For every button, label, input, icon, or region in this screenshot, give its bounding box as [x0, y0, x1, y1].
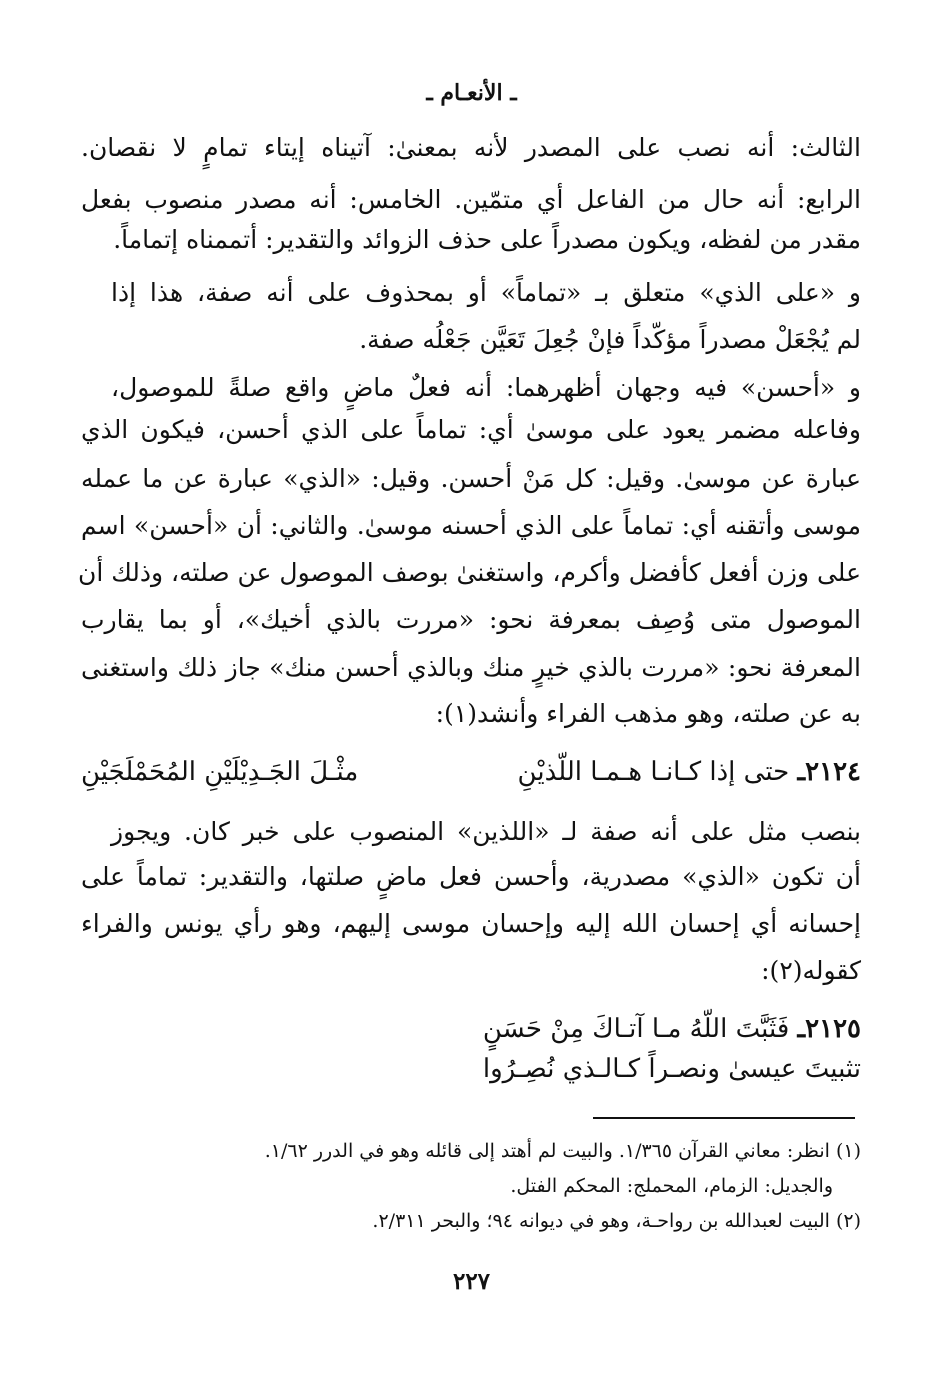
- text-line: موسى وأتقنه أي: تماماً على الذي أحسنه موسىٰ. والثاني: أن «أحسن» اسم: [81, 511, 861, 540]
- text-line: الموصول متى وُصِف بمعرفة نحو: «مررت بالذي أخيك»، أو بما يقارب: [81, 605, 861, 634]
- footnote-1-continued: والجديل: الزمام، المحملج: المحكم الفتل.: [510, 1175, 833, 1197]
- text-line: و «على الذي» متعلق بـ «تماماً» أو بمحذوف على أنه صفة، هذا إذا: [111, 278, 861, 307]
- text-line: إحسانه أي إحسان الله إليه وإحسان موسى إليهم، وهو رأي يونس والفراء: [81, 909, 861, 938]
- verse-number: ٢١٢٤ـ: [797, 757, 861, 787]
- text-line: الثالث: أنه نصب على المصدر لأنه بمعنىٰ: آتيناه إيتاء تمامٍ لا نقصان.: [81, 133, 861, 162]
- verse-first-half: [518, 755, 861, 789]
- text-line: و «أحسن» فيه وجهان أظهرهما: أنه فعلٌ ماضٍ واقع صلةً للموصول،: [111, 373, 861, 402]
- running-header: ـ الأنعـام ـ: [426, 80, 517, 106]
- footnote-1: (١) انظر: معاني القرآن ١/٣٦٥. والبيت لم أهتد إلى قائله وهو في الدرر ١/٦٢.: [264, 1140, 861, 1162]
- verse-second-half: مثْـلَ الجَـدِيْلَيْنِ المُحَمْلَجَيْنِ: [81, 757, 359, 787]
- verse-2125-first: [483, 1012, 861, 1046]
- text-line: أن تكون «الذي» مصدرية، وأحسن فعل ماضٍ صلتها، والتقدير: تماماً على: [81, 862, 861, 891]
- text-line: عبارة عن موسىٰ. وقيل: كل مَنْ أحسن. وقيل: «الذي» عبارة عن ما عمله: [81, 464, 861, 493]
- verse-2124: [81, 755, 861, 789]
- verse-2125-second: تثبيتَ عيسىٰ ونصـراً كـالـذي نُصِـرُوا: [482, 1054, 861, 1084]
- text-line: مقدر من لفظه، ويكون مصدراً على حذف الزوائد والتقدير: أتممناه إتماماً.: [113, 225, 861, 254]
- text-line: بنصب مثل على أنه صفة لـ «اللذين» المنصوب على خبر كان. ويجوز: [111, 817, 861, 846]
- text-line: الرابع: أنه حال من الفاعل أي متمّين. الخامس: أنه مصدر منصوب بفعل: [81, 185, 861, 214]
- text-line: لم يُجْعَلْ مصدراً مؤكّداً فإنْ جُعِلَ تَعَيَّن جَعْلُه صفة.: [359, 325, 861, 354]
- verse-hemistich: فَثَبَّتَ اللّهُ مـا آتـاكَ مِنْ حَسَنٍ: [482, 1014, 790, 1044]
- text-line: به عن صلته، وهو مذهب الفراء وأنشد(١):: [435, 699, 861, 728]
- text-line: المعرفة نحو: «مررت بالذي خيرٍ منك وبالذي أحسن منك» جاز ذلك واستغنى: [81, 653, 861, 682]
- text-line: كقوله(٢):: [761, 956, 861, 985]
- text-line: وفاعله مضمر يعود على موسىٰ أي: تماماً على الذي أحسن، فيكون الذي: [81, 415, 861, 444]
- page-number: ٢٢٧: [452, 1268, 491, 1295]
- text-line: على وزن أفعل كأفضل وأكرم، واستغنىٰ بوصف الموصول عن صلته، وذلك أن: [77, 558, 861, 587]
- footnote-separator: [593, 1117, 855, 1119]
- verse-number: ٢١٢٥ـ: [797, 1014, 861, 1044]
- verse-hemistich: حتى إذا كـانـا هـمـا اللّذيْنِ: [517, 757, 790, 787]
- footnote-2: (٢) البيت لعبدالله بن رواحـة، وهو في ديوانه ٩٤؛ والبحر ٢/٣١١.: [372, 1210, 861, 1232]
